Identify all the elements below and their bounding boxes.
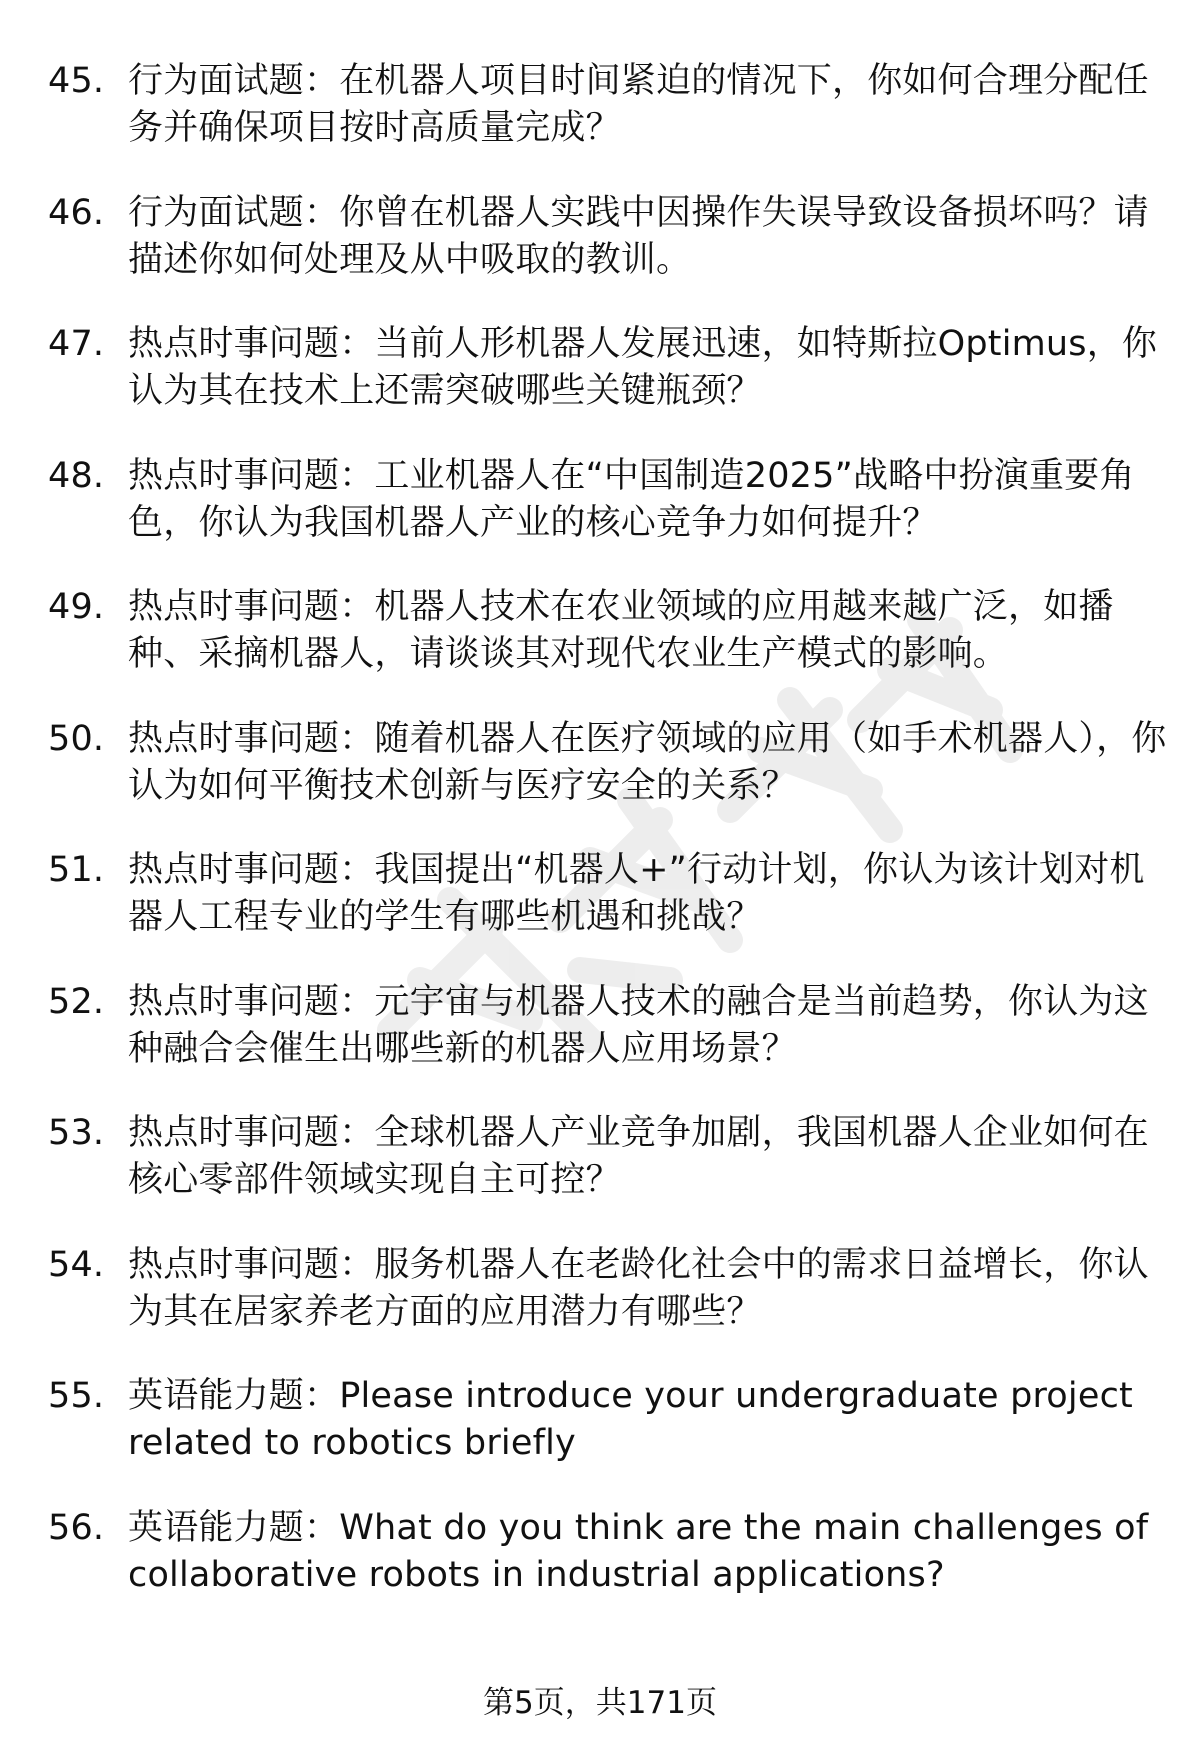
question-number: 51. <box>48 850 105 890</box>
question-item <box>48 453 1168 585</box>
question-number: 45. <box>48 61 105 101</box>
question-number: 52. <box>48 981 105 1022</box>
question-item <box>48 1110 1168 1242</box>
question-list <box>48 58 1168 1636</box>
question-item <box>48 190 1168 322</box>
question-number: 54. <box>48 1244 105 1285</box>
question-text: 热点时事问题：服务机器人在老龄化社会中的需求日益增长，你认为其在居家养老方面的应用潜力有哪些？ <box>128 1244 1149 1332</box>
question-text: 热点时事问题：全球机器人产业竞争加剧，我国机器人企业如何在核心零部件领域实现自主可控？ <box>128 1113 1149 1200</box>
question-text: 英语能力题：Please introduce your undergraduate project related to robotics briefly <box>128 1376 1133 1463</box>
question-item <box>48 1505 1168 1637</box>
question-text: 热点时事问题：机器人技术在农业领域的应用越来越广泛，如播种、采摘机器人，请谈谈其对现代农业生产模式的影响。 <box>128 587 1114 674</box>
question-number: 46. <box>48 192 105 233</box>
question-text: 行为面试题：在机器人项目时间紧迫的情况下，你如何合理分配任务并确保项目按时高质量完成？ <box>128 61 1149 148</box>
question-text: 热点时事问题：工业机器人在“中国制造2025”战略中扮演重要角色，你认为我国机器人产业的核心竞争力如何提升？ <box>128 455 1135 543</box>
question-item <box>48 716 1168 848</box>
question-number: 49. <box>48 587 105 627</box>
question-number: 56. <box>48 1507 105 1548</box>
question-item <box>48 979 1168 1111</box>
question-number: 50. <box>48 718 105 759</box>
question-text: 行为面试题：你曾在机器人实践中因操作失误导致设备损坏吗？请描述你如何处理及从中吸取的教训。 <box>128 192 1149 280</box>
question-text: 热点时事问题：元宇宙与机器人技术的融合是当前趋势，你认为这种融合会催生出哪些新的机器人应用场景？ <box>128 981 1149 1069</box>
question-number: 55. <box>48 1376 105 1416</box>
question-item <box>48 584 1168 716</box>
question-text: 英语能力题：What do you think are the main challenges of collaborative robots in industrial applications? <box>128 1507 1149 1595</box>
question-item <box>48 847 1168 979</box>
question-number: 47. <box>48 324 105 364</box>
question-number: 48. <box>48 455 105 496</box>
question-item <box>48 1242 1168 1374</box>
question-text: 热点时事问题：当前人形机器人发展迅速，如特斯拉Optimus，你认为其在技术上还需突破哪些关键瓶颈？ <box>128 324 1158 411</box>
page-footer: 第5页，共171页 <box>483 1685 717 1721</box>
question-text: 热点时事问题：随着机器人在医疗领域的应用（如手术机器人），你认为如何平衡技术创新与医疗安全的关系？ <box>128 718 1167 806</box>
question-item <box>48 321 1168 453</box>
question-number: 53. <box>48 1113 105 1153</box>
question-text: 热点时事问题：我国提出“机器人+”行动计划，你认为该计划对机器人工程专业的学生有哪些机遇和挑战？ <box>128 850 1145 937</box>
question-item <box>48 58 1168 190</box>
question-item <box>48 1373 1168 1505</box>
